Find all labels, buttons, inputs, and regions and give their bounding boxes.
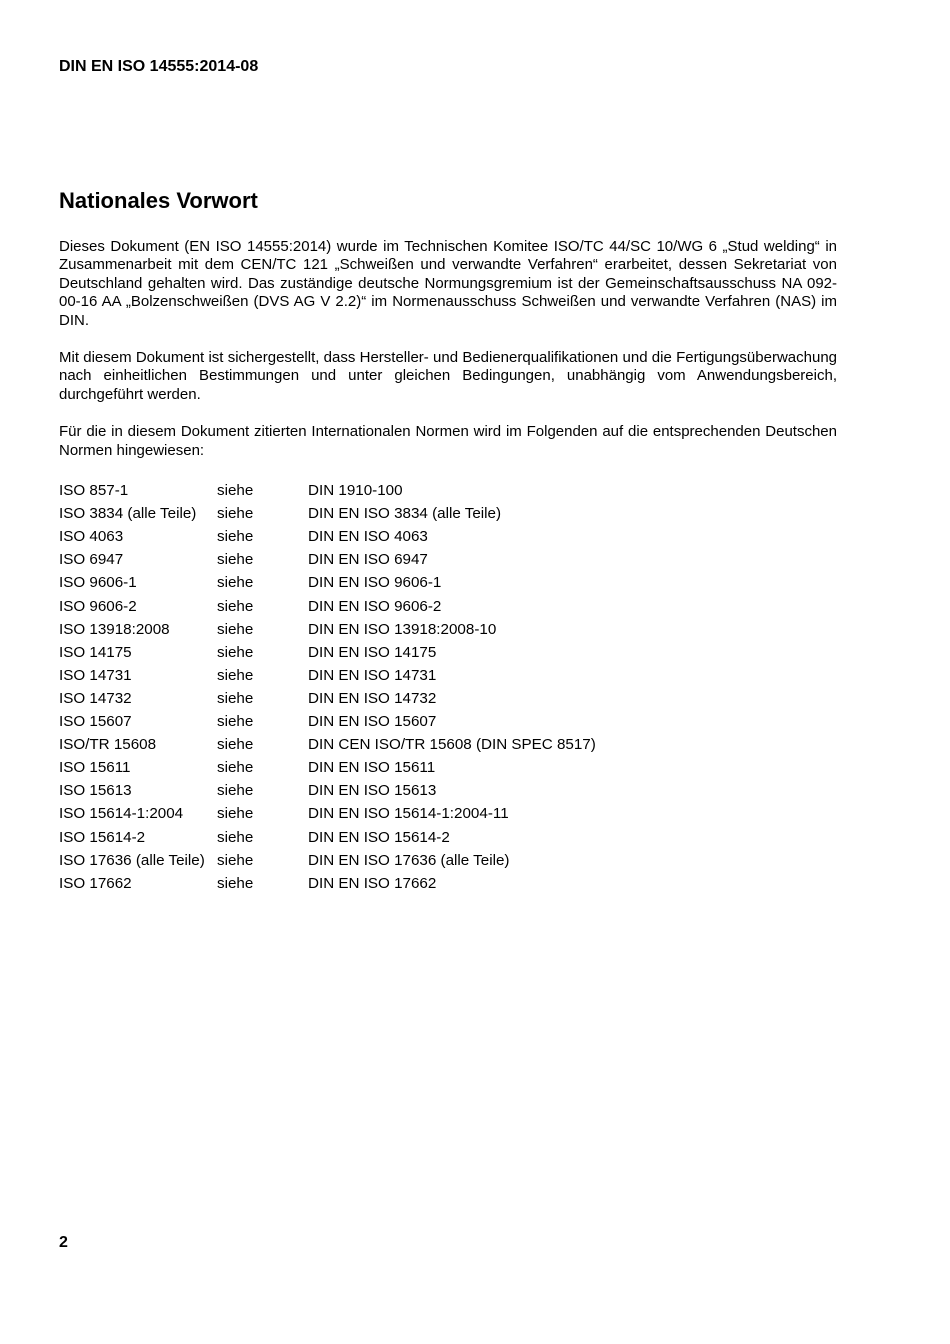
- reference-table: [59, 479, 596, 895]
- reference-row: [59, 525, 596, 548]
- reference-iso-standard: ISO/TR 15608: [59, 736, 157, 754]
- reference-row: [59, 825, 596, 848]
- reference-siehe: siehe: [217, 574, 254, 592]
- document-header-id: DIN EN ISO 14555:2014-08: [59, 58, 259, 75]
- reference-row: [59, 802, 596, 825]
- reference-din-standard: DIN EN ISO 14732: [308, 689, 437, 707]
- reference-siehe: siehe: [217, 805, 254, 823]
- reference-table-body: [59, 479, 596, 895]
- reference-siehe: siehe: [217, 482, 254, 500]
- reference-row: [59, 756, 596, 779]
- paragraph-reference-intro: Für die in diesem Dokument zitierten Internationalen Normen wird im Folgenden auf die entsprechenden Deutschen Normen hingewiesen:: [59, 423, 837, 459]
- reference-siehe: siehe: [217, 666, 254, 684]
- reference-iso-standard: ISO 14731: [59, 666, 132, 684]
- reference-din-standard: DIN EN ISO 6947: [308, 551, 428, 569]
- reference-din-standard: DIN 1910-100: [308, 482, 403, 500]
- reference-row: [59, 548, 596, 571]
- reference-din-standard: DIN EN ISO 17636 (alle Teile): [308, 851, 510, 869]
- reference-din-standard: DIN EN ISO 14731: [308, 666, 437, 684]
- reference-din-standard: DIN EN ISO 13918:2008-10: [308, 620, 497, 638]
- reference-iso-standard: ISO 14732: [59, 689, 132, 707]
- reference-din-standard: DIN EN ISO 15607: [308, 713, 437, 731]
- reference-row: [59, 571, 596, 594]
- reference-row: [59, 618, 596, 641]
- reference-siehe: siehe: [217, 851, 254, 869]
- reference-siehe: siehe: [217, 782, 254, 800]
- reference-din-standard: DIN EN ISO 15614-1:2004-11: [308, 805, 509, 823]
- reference-din-standard: DIN EN ISO 4063: [308, 528, 428, 546]
- reference-row: [59, 479, 596, 502]
- reference-iso-standard: ISO 17636 (alle Teile): [59, 851, 205, 869]
- reference-din-standard: DIN EN ISO 17662: [308, 874, 437, 892]
- reference-siehe: siehe: [217, 828, 254, 846]
- reference-row: [59, 595, 596, 618]
- page-number: 2: [59, 1234, 68, 1251]
- reference-siehe: siehe: [217, 759, 254, 777]
- reference-iso-standard: ISO 857-1: [59, 482, 129, 500]
- reference-row: [59, 687, 596, 710]
- reference-row: [59, 872, 596, 895]
- reference-din-standard: DIN EN ISO 15613: [308, 782, 437, 800]
- reference-iso-standard: ISO 17662: [59, 874, 132, 892]
- reference-iso-standard: ISO 15614-1:2004: [59, 805, 184, 823]
- reference-din-standard: DIN EN ISO 14175: [308, 643, 437, 661]
- reference-iso-standard: ISO 15614-2: [59, 828, 146, 846]
- reference-siehe: siehe: [217, 528, 254, 546]
- paragraph-purpose: Mit diesem Dokument ist sichergestellt, dass Hersteller- und Bedienerqualifikationen und die Fertigungsüberwachung nach einheitlichen Bestimmungen und unter gleichen Bedingungen, unabhängig vom Anwendungsbereich, durchgeführt werden.: [59, 349, 837, 403]
- reference-iso-standard: ISO 4063: [59, 528, 124, 546]
- reference-row: [59, 641, 596, 664]
- reference-siehe: siehe: [217, 874, 254, 892]
- reference-iso-standard: ISO 6947: [59, 551, 124, 569]
- reference-siehe: siehe: [217, 597, 254, 615]
- document-body: [59, 238, 837, 895]
- reference-din-standard: DIN EN ISO 15614-2: [308, 828, 450, 846]
- reference-row: [59, 849, 596, 872]
- reference-iso-standard: ISO 3834 (alle Teile): [59, 505, 197, 523]
- reference-iso-standard: ISO 15613: [59, 782, 132, 800]
- reference-row: [59, 710, 596, 733]
- reference-siehe: siehe: [217, 551, 254, 569]
- reference-din-standard: DIN EN ISO 9606-2: [308, 597, 442, 615]
- reference-din-standard: DIN EN ISO 9606-1: [308, 574, 442, 592]
- reference-iso-standard: ISO 9606-1: [59, 574, 137, 592]
- reference-iso-standard: ISO 15611: [59, 759, 131, 777]
- reference-din-standard: DIN EN ISO 15611: [308, 759, 436, 777]
- reference-iso-standard: ISO 15607: [59, 713, 132, 731]
- reference-din-standard: DIN EN ISO 3834 (alle Teile): [308, 505, 502, 523]
- reference-siehe: siehe: [217, 713, 254, 731]
- reference-row: [59, 779, 596, 802]
- reference-row: [59, 502, 596, 525]
- reference-siehe: siehe: [217, 620, 254, 638]
- reference-row: [59, 733, 596, 756]
- paragraph-introduction: Dieses Dokument (EN ISO 14555:2014) wurde im Technischen Komitee ISO/TC 44/SC 10/WG 6 „Stud welding“ in Zusammenarbeit mit dem CEN/TC 121 „Schweißen und verwandte Verfahren“ erarbeitet, dessen Sekretariat von Deutschland gehalten wird. Das zuständige deutsche Normungsgremium ist der Gemeinschaftsausschuss NA 092-00-16 AA „Bolzenschweißen (DVS AG V 2.2)“ im Normenausschuss Schweißen und verwandte Verfahren (NAS) im DIN.: [59, 238, 837, 329]
- reference-iso-standard: ISO 13918:2008: [59, 620, 170, 638]
- section-title: Nationales Vorwort: [59, 188, 258, 213]
- reference-iso-standard: ISO 9606-2: [59, 597, 137, 615]
- reference-siehe: siehe: [217, 643, 254, 661]
- reference-siehe: siehe: [217, 736, 254, 754]
- reference-din-standard: DIN CEN ISO/TR 15608 (DIN SPEC 8517): [308, 736, 596, 754]
- reference-siehe: siehe: [217, 505, 254, 523]
- reference-row: [59, 664, 596, 687]
- reference-siehe: siehe: [217, 689, 254, 707]
- reference-iso-standard: ISO 14175: [59, 643, 132, 661]
